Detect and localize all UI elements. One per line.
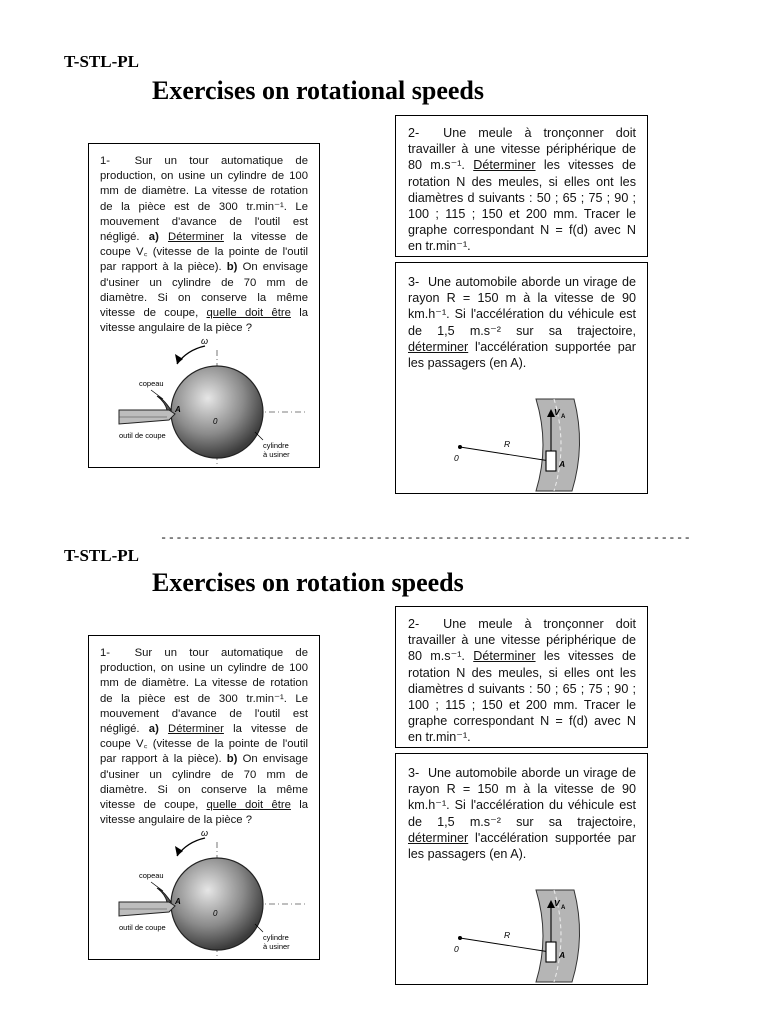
sheet-title: Exercises on rotation speeds [152,568,464,597]
chip [157,396,171,410]
radius-label: R [504,439,511,449]
exercise-number: 2- [408,126,420,140]
exercise-3-text: 3- Une automobile aborde un virage de rayon R = 150 m à la vitesse de 90 km.h⁻¹. Si l'accélération du véhicule est de 1,5 m.s⁻² sur sa trajectoire, déterminer l'accélération supportée par les passagers (en A). [408,275,636,371]
exercise-number: 3- [408,766,420,780]
lathe-figure [105,824,315,956]
rotation-arrow [177,346,205,364]
exercise-3-box [395,753,648,985]
exercise-number: 1- [100,647,111,659]
car [546,451,556,471]
workpiece-cylinder [171,366,263,458]
velocity-label: V [554,407,560,417]
exercise-1-box [88,635,320,960]
radius-line [460,447,550,461]
cylindre-label-2: à usiner [263,942,290,951]
svg-text:A: A [561,414,566,420]
exercise-number: 3- [408,275,420,289]
curve-figure [446,886,646,982]
outil-label: outil de coupe [119,431,166,440]
cylindre-label-2: à usiner [263,450,290,459]
curve-figure [446,395,646,491]
course-code: T-STL-PL [64,546,139,565]
cylindre-label-1: cylindre [263,933,289,942]
exercise-2-box [395,115,648,257]
course-code: T-STL-PL [64,52,139,71]
exercise-3-text: 3- Une automobile aborde un virage de rayon R = 150 m à la vitesse de 90 km.h⁻¹. Si l'accélération du véhicule est de 1,5 m.s⁻² sur sa trajectoire, déterminer l'accélération supportée par les passagers (en A). [408,766,636,862]
center-label: 0 [454,453,459,463]
chip [157,888,171,902]
sheet-title: Exercises on rotational speeds [152,76,484,105]
outil-label: outil de coupe [119,923,166,932]
point-a-label: A [559,950,566,960]
center-label: 0 [454,944,459,954]
svg-text:A: A [561,905,566,911]
exercise-3-box [395,262,648,494]
cut-separator: --------------------------------------------------------------------- [160,531,692,545]
rotation-arrow [177,838,205,856]
car [546,942,556,962]
radius-label: R [504,930,511,940]
omega-label: ω [201,336,209,346]
cylindre-label-1: cylindre [263,441,289,450]
exercise-2-text: 2- Une meule à tronçonner doit travailler à une vitesse périphérique de 80 m.s⁻¹. Déterminer les vitesses de rotation N des meules, si elles ont les diamètres d suivants : 50 ; 65 ; 75 ; 90 ; 100 ; 115 ; 150 et 200 mm. Tracer le graphe correspondant N = f(d) avec N en tr.min⁻¹. [408,617,637,745]
exercise-number: 1- [100,155,111,167]
center-label: 0 [213,417,218,426]
radius-line [460,938,550,952]
exercise-2-box [395,606,648,748]
point-a-label: A [175,405,181,414]
point-a-label: A [559,459,566,469]
exercise-1-box [88,143,320,468]
center-label: 0 [213,909,218,918]
copeau-label: copeau [139,871,164,880]
exercise-2-text: 2- Une meule à tronçonner doit travailler à une vitesse périphérique de 80 m.s⁻¹. Déterminer les vitesses de rotation N des meules, si elles ont les diamètres d suivants : 50 ; 65 ; 75 ; 90 ; 100 ; 115 ; 150 et 200 mm. Tracer le graphe correspondant N = f(d) avec N en tr.min⁻¹. [408,126,637,254]
exercise-number: 2- [408,617,420,631]
exercise-1-text: 1- Sur un tour automatique de production, on usine un cylindre de 100 mm de diamètre. La vitesse de rotation de la pièce est de 300 tr.min⁻¹. Le mouvement d'avance de l'outil est négligé. a) Déterminer la vitesse de coupe V꜀ (vitesse de la pointe de l'outil par rapport à la pièce). b) On envisage d'usiner un cylindre de 70 mm de diamètre. Si on conserve la même vitesse de coupe, quelle doit être la vitesse angulaire de la pièce ? [100,155,309,335]
omega-label: ω [201,828,209,838]
workpiece-cylinder [171,858,263,950]
exercise-1-text: 1- Sur un tour automatique de production, on usine un cylindre de 100 mm de diamètre. La vitesse de rotation de la pièce est de 300 tr.min⁻¹. Le mouvement d'avance de l'outil est négligé. a) Déterminer la vitesse de coupe V꜀ (vitesse de la pointe de l'outil par rapport à la pièce). b) On envisage d'usiner un cylindre de 70 mm de diamètre. Si on conserve la même vitesse de coupe, quelle doit être la vitesse angulaire de la pièce ? [100,647,309,827]
velocity-label: V [554,898,560,908]
point-a-label: A [175,897,181,906]
copeau-label: copeau [139,379,164,388]
lathe-figure [105,332,315,464]
